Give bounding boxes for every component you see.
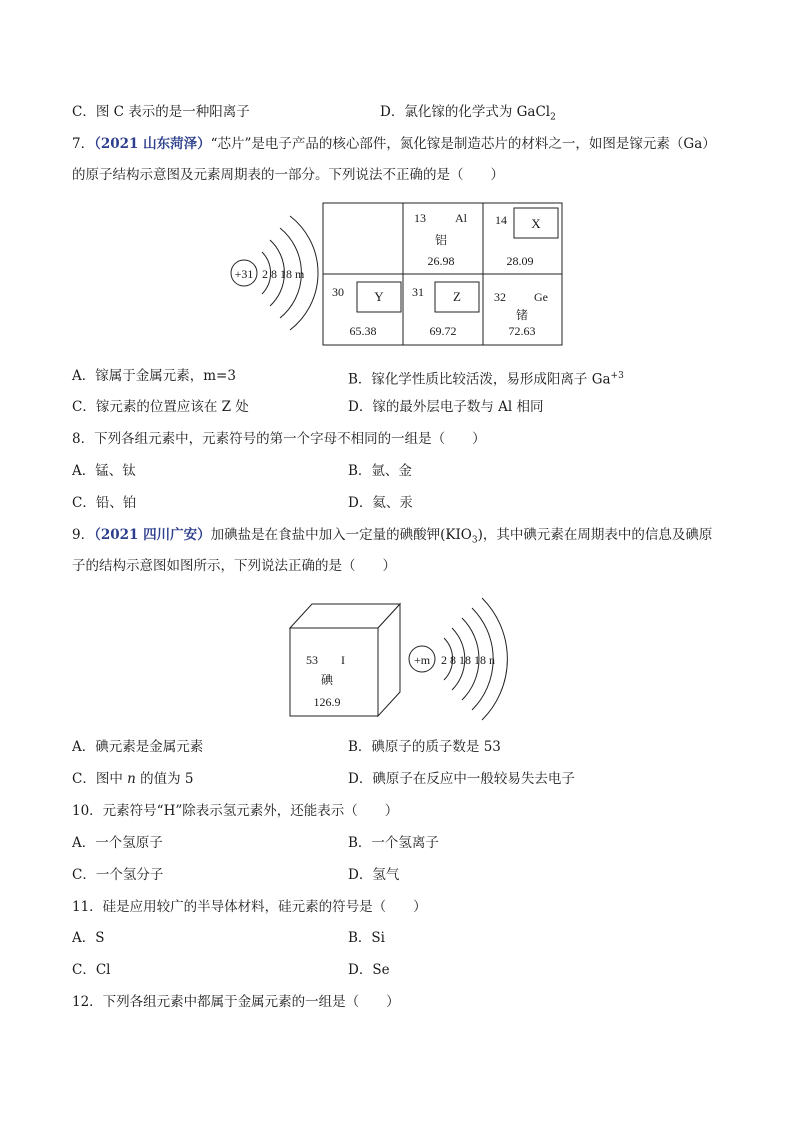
ge-name: 锗: [515, 308, 529, 322]
y-symbol: Y: [374, 289, 384, 304]
q7-option-b: B．镓化学性质比较活泼，易形成阳离子 $Ga^{+3}$: [348, 371, 624, 388]
al-symbol: Al: [455, 211, 467, 225]
q8-stem: 8．下列各组元素中，元素符号的第一个字母不相同的一组是（ ）: [72, 431, 486, 447]
q8-option-d: D．氦、汞: [348, 495, 413, 511]
iodine-atom-diagram: [409, 598, 507, 720]
al-name: 铝: [434, 233, 448, 247]
q11-option-a: A．S: [72, 930, 105, 946]
iodine-name: 碘: [320, 673, 334, 687]
q7-stem-line1: 7．（2021 山东菏泽）“芯片”是电子产品的核心部件，氮化镓是制造芯片的材料之一，如图是镓元素（Ga）: [72, 136, 716, 152]
q11-stem: 11．硅是应用较广的半导体材料，硅元素的符号是（ ）: [72, 899, 427, 915]
q9-option-a: A．碘元素是金属元素: [72, 739, 204, 755]
q9-option-d: D．碘原子在反应中一般较易失去电子: [348, 771, 575, 787]
q10-option-c: C．一个氢分子: [72, 867, 164, 883]
q6-option-c: C．图 C 表示的是一种阳离子: [72, 104, 250, 120]
x-symbol: X: [531, 216, 541, 231]
q8-option-c: C．铅、铂: [72, 495, 137, 511]
iodine-mass: 126.9: [313, 695, 341, 709]
x-number: 14: [495, 213, 507, 227]
q10-option-a: A．一个氢原子: [72, 835, 163, 851]
q7-option-c: C．镓元素的位置应该在 Z 处: [72, 399, 249, 415]
q9-option-b: B．碘原子的质子数是 53: [348, 739, 501, 755]
q9-source: （2021 四川广安）: [94, 527, 211, 543]
q10-option-b: B．一个氢离子: [348, 835, 439, 851]
iodine-shells: 2 8 18 18 n: [441, 653, 495, 667]
z-symbol: Z: [453, 289, 461, 304]
iodine-element-cube: [290, 604, 400, 716]
ge-symbol: Ge: [534, 290, 548, 304]
q10-option-d: D．氢气: [348, 867, 400, 883]
x-mass: 28.09: [506, 254, 534, 268]
q9-stem-line2: 子的结构示意图如图所示，下列说法正确的是（ ）: [72, 558, 396, 574]
q7-option-a: A．镓属于金属元素，m=3: [72, 368, 236, 384]
q7-figure: [0, 190, 794, 360]
q8-option-b: B．氩、金: [348, 463, 412, 479]
ge-mass: 72.63: [508, 324, 536, 338]
q10-stem: 10．元素符号“H”除表示氢元素外，还能表示（ ）: [72, 803, 399, 819]
q11-option-b: B．Si: [348, 930, 385, 946]
y-mass: 65.38: [349, 324, 377, 338]
q11-option-c: C．Cl: [72, 962, 111, 978]
al-mass: 26.98: [427, 254, 455, 268]
iodine-number: 53: [306, 653, 318, 667]
al-number: 13: [414, 211, 426, 225]
gallium-atom-diagram: [231, 216, 318, 330]
ga-shells: 2 8 18 m: [262, 267, 305, 281]
q9-figure: [0, 590, 794, 730]
y-number: 30: [332, 285, 344, 299]
iodine-nucleus: +m: [413, 653, 431, 667]
q8-option-a: A．锰、钛: [72, 463, 136, 479]
z-number: 31: [412, 285, 424, 299]
iodine-symbol: I: [341, 653, 345, 667]
q6-option-d: D．氯化镓的化学式为 GaCl$_2$: [380, 104, 556, 123]
q11-option-d: D．Se: [348, 962, 390, 978]
periodic-table-fragment: [323, 203, 562, 345]
q9-option-c: C．图中 n 的值为 5: [72, 771, 194, 787]
q9-stem-line1: 9．（2021 四川广安）加碘盐是在食盐中加入一定量的碘酸钾$(KIO_3)$，其中碘元素在周期表中的信息及碘原: [72, 527, 713, 546]
ga-nucleus: +31: [234, 267, 254, 281]
q7-source: （2021 山东菏泽）: [94, 136, 211, 152]
q7-stem-line2: 的原子结构示意图及元素周期表的一部分。下列说法不正确的是（ ）: [72, 167, 504, 183]
z-mass: 69.72: [429, 324, 457, 338]
q7-option-d: D．镓的最外层电子数与 Al 相同: [348, 399, 544, 415]
q12-stem: 12．下列各组元素中都属于金属元素的一组是（ ）: [72, 994, 400, 1010]
ge-number: 32: [494, 290, 506, 304]
